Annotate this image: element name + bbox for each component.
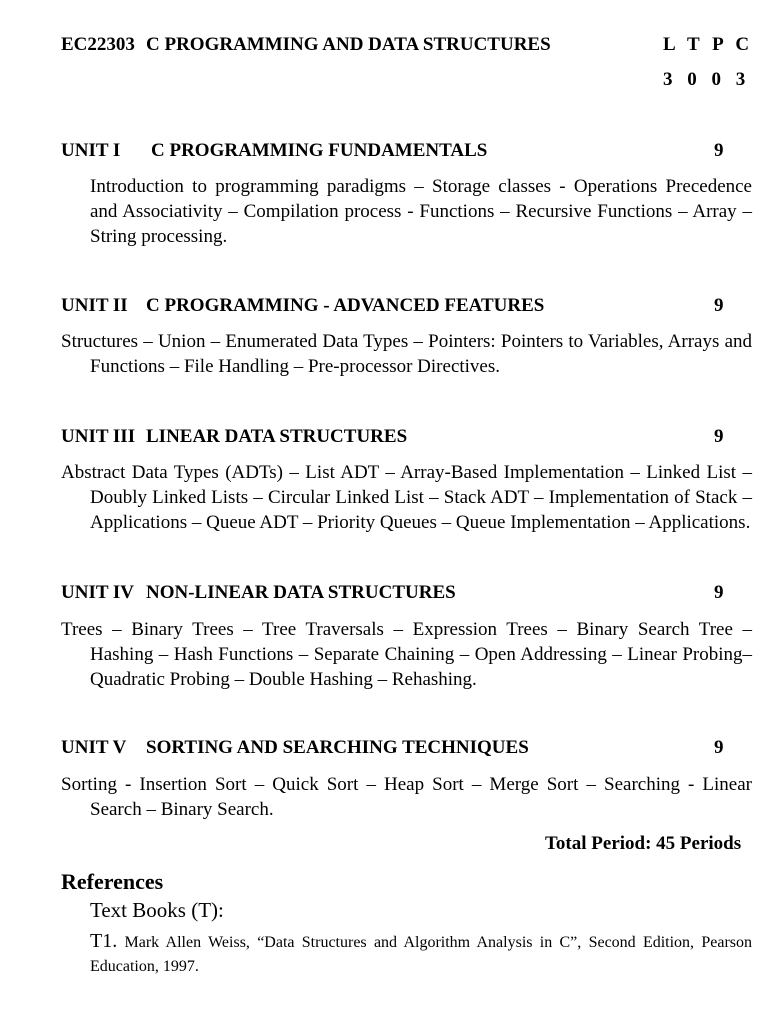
unit-2-content: Structures – Union – Enumerated Data Types – Pointers: Pointers to Variables, Arrays and Functions – File Handling – Pre-processor Directives. [61, 331, 752, 377]
ltpc-values: 3 0 0 3 [663, 69, 751, 90]
unit-1-title: C PROGRAMMING FUNDAMENTALS [151, 140, 488, 161]
unit-1-label: UNIT I [61, 140, 121, 161]
unit-3-hours: 9 [714, 426, 724, 447]
unit-5-content: Sorting - Insertion Sort – Quick Sort – Heap Sort – Merge Sort – Searching - Linear Search – Binary Search. [61, 774, 752, 820]
total-period: Total Period: 45 Periods [545, 833, 742, 854]
unit-3-content: Abstract Data Types (ADTs) – List ADT – Array-Based Implementation – Linked List – Doubly Linked Lists – Circular Linked List – Stack ADT – Implementation of Stack – Applications – Queue ADT – Priority Queues – Queue Implementation – Applications. [61, 462, 752, 533]
unit-1-hours: 9 [714, 140, 724, 161]
unit-5-hours: 9 [714, 737, 724, 758]
unit-3-label: UNIT III [61, 426, 136, 447]
textbooks-heading: Text Books (T): [90, 898, 224, 922]
unit-2-label: UNIT II [61, 295, 128, 316]
unit-2-hours: 9 [714, 295, 724, 316]
unit-5-title: SORTING AND SEARCHING TECHNIQUES [146, 737, 529, 758]
unit-1-content: Introduction to programming paradigms – Storage classes - Operations Precedence and Associativity – Compilation process - Functions – Recursive Functions – Array – String processing. [90, 176, 752, 247]
unit-5-label: UNIT V [61, 737, 127, 758]
references-heading: References [61, 869, 164, 894]
unit-3-title: LINEAR DATA STRUCTURES [146, 426, 408, 447]
unit-2-title: C PROGRAMMING - ADVANCED FEATURES [146, 295, 545, 316]
reference-item [90, 929, 752, 979]
reference-text: Mark Allen Weiss, “Data Structures and Algorithm Analysis in C”, Second Edition, Pearson Education, 1997. [90, 934, 752, 975]
unit-4-hours: 9 [714, 582, 724, 603]
unit-4-label: UNIT IV [61, 582, 135, 603]
ltpc-heading: L T P C [663, 34, 754, 55]
unit-4-title: NON-LINEAR DATA STRUCTURES [146, 582, 456, 603]
unit-4-content: Trees – Binary Trees – Tree Traversals – Expression Trees – Binary Search Tree – Hashing – Hash Functions – Separate Chaining – Open Addressing – Linear Probing– Quadratic Probing – Double Hashing – Rehashing. [61, 619, 752, 690]
course-code: EC22303 [61, 34, 135, 55]
course-title: C PROGRAMMING AND DATA STRUCTURES [146, 34, 551, 55]
reference-label: T1. [90, 930, 118, 952]
